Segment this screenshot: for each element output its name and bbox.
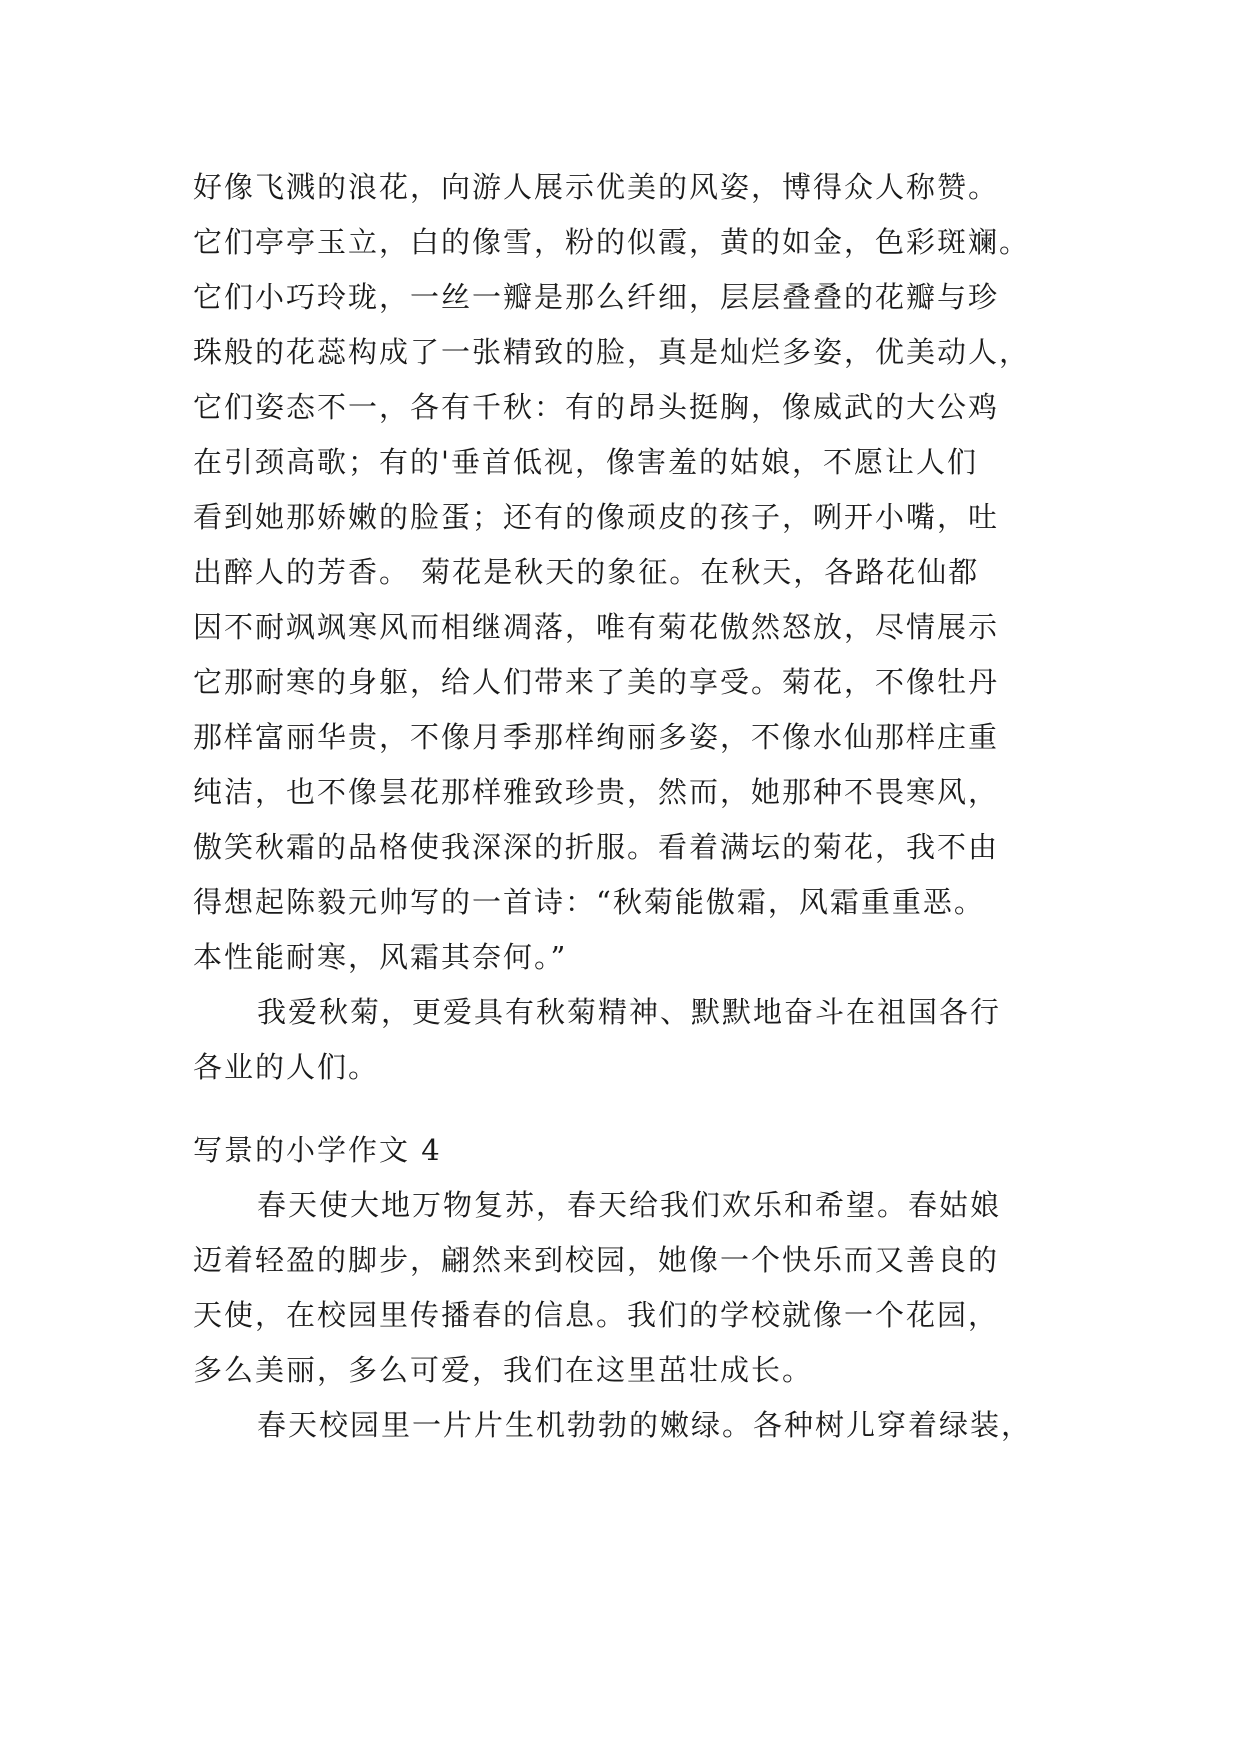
text-line: 纯洁，也不像昙花那样雅致珍贵，然而，她那种不畏寒风，: [193, 775, 1000, 809]
section-heading: 写景的小学作文 4: [193, 1133, 442, 1167]
text-line: 得想起陈毅元帅写的一首诗：“秋菊能傲霜，风霜重重恶。: [193, 885, 985, 919]
text-line: 好像飞溅的浪花，向游人展示优美的风姿，博得众人称赞。: [193, 170, 1000, 204]
paragraph-start-line: 春天使大地万物复苏，春天给我们欢乐和希望。春姑娘: [257, 1188, 1002, 1222]
paragraph-gap: [193, 1095, 1073, 1123]
text-line: 傲笑秋霜的品格使我深深的折服。看着满坛的菊花，我不由: [193, 830, 1000, 864]
text-line: 多么美丽，多么可爱，我们在这里茁壮成长。: [193, 1353, 814, 1387]
text-line: 各业的人们。: [193, 1050, 380, 1084]
paragraph-start-line: 春天校园里一片片生机勃勃的嫩绿。各种树儿穿着绿装，: [257, 1408, 1033, 1442]
text-line: 它那耐寒的身躯，给人们带来了美的享受。菊花，不像牡丹: [193, 665, 1000, 699]
text-line: 出醉人的芳香。 菊花是秋天的象征。在秋天，各路花仙都: [193, 555, 980, 589]
text-line: 它们姿态不一，各有千秋：有的昂头挺胸，像威武的大公鸡: [193, 390, 1000, 424]
text-line: 它们小巧玲珑，一丝一瓣是那么纤细，层层叠叠的花瓣与珍: [193, 280, 1000, 314]
essay-body: [193, 160, 1073, 1453]
text-line: 本性能耐寒，风霜其奈何。”: [193, 940, 568, 974]
text-line: 看到她那娇嫩的脸蛋；还有的像顽皮的孩子，咧开小嘴，吐: [193, 500, 1000, 534]
paragraph-start-line: 我爱秋菊，更爱具有秋菊精神、默默地奋斗在祖国各行: [257, 995, 1002, 1029]
text-line: 迈着轻盈的脚步，翩然来到校园，她像一个快乐而又善良的: [193, 1243, 1000, 1277]
text-line: 珠般的花蕊构成了一张精致的脸，真是灿烂多姿，优美动人，: [193, 335, 1031, 369]
text-line: 因不耐飒飒寒风而相继凋落，唯有菊花傲然怒放，尽情展示: [193, 610, 1000, 644]
text-line: 天使，在校园里传播春的信息。我们的学校就像一个花园，: [193, 1298, 1000, 1332]
text-line: 在引颈高歌；有的'垂首低视，像害羞的姑娘，不愿让人们: [193, 445, 978, 479]
text-line: 那样富丽华贵，不像月季那样绚丽多姿，不像水仙那样庄重: [193, 720, 1000, 754]
text-line: 它们亭亭玉立，白的像雪，粉的似霞，黄的如金，色彩斑斓。: [193, 225, 1031, 259]
